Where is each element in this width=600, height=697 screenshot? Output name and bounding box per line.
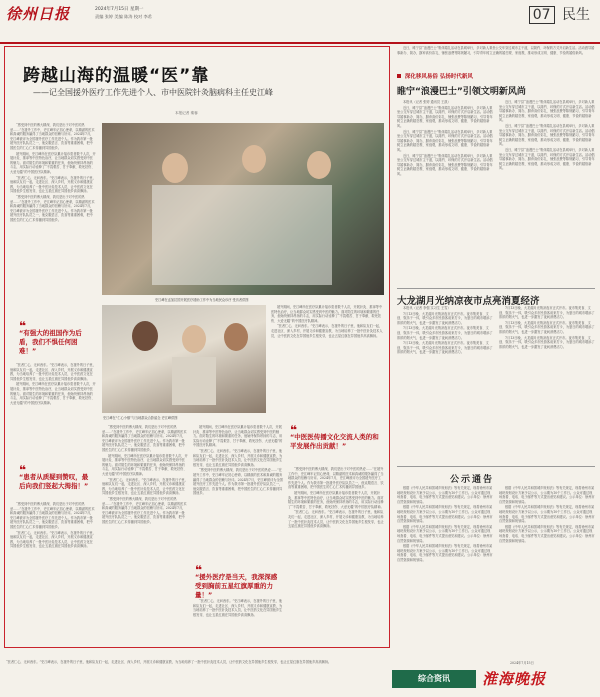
paragraph: 援外期间，史江峰所在医疗队累计接诊患者数千人次，开展针灸、推拿等中医特色治疗，让当地群众切实感受到中医的魅力。面对陌生的环境和繁重的任务，他始终保持昂扬的斗志，用实际行动诠释了“不畏艰苦、甘于奉献、救死扶伤、大爱无疆”的中国医疗队精神。 [288,490,384,509]
paragraph: “医者仁心，无问西东。”史江峰表示，在援外的日子里，他和队友们一起，走进社区、深入乡村，开展义诊和健康宣教，为当地培养了一批中医针灸技术人员，让中医药文化在异国他乡生根发芽，也让五星红旗在异国他乡高高飘扬。 [271,324,383,338]
main-byline: 本报记者 秦蓉 [175,111,198,115]
paragraph: “感受到中医的博大精深，我们是出于对中医的热爱……”在援外工作中，史江峰牢记初心使命，以精湛的医术和真诚的服务赢得了当地群众的信赖与好评。2024年7月，史江峰被评为全国援外医疗工作先进个人。作为我市第一批援外医疗队队员之一，他克服语言、饮食等重重困难，把中国医生的仁心仁术传播到异国他乡。 [102,496,187,524]
paragraph: 7月13日晚，大龙湖月光纳凉夜市正式开市。夜市集美食、文创、娱乐于一体，吸引众多市民游客前来打卡，为夏日的城市增添了浓浓的烟火气，也进一步激发了夜间消费活力。 [499,320,595,334]
notice-column-b [499,486,595,656]
section-tag: 深化移风易俗 弘扬时代新风 [397,72,473,80]
article1-column-a [397,100,493,284]
photo-figure [162,153,188,183]
paragraph: 根据《中华人民共和国城乡规划法》等有关规定，现将徐州市某地块规划设计方案予以公示，公示期为10个工作日。公众可通过现场查看、电话、电子邮件等方式提出意见和建议。公示单位：徐州市自然资源和规划局。 [397,544,493,562]
photo-figure [182,325,206,353]
article2-column-b [499,306,595,466]
quote-mark-icon: ❝ [19,319,27,333]
notice-title: 公示通告 [450,475,495,485]
paragraph: 援外期间，史江峰所在医疗队累计接诊患者数千人次，开展针灸、推拿等中医特色治疗，让当地群众切实感受到中医的魅力。面对陌生的环境和繁重的任务，他始终保持昂扬的斗志，用实际行动诠释了“不畏艰苦、甘于奉献、救死扶伤、大爱无疆”的中国医疗队精神。 [10,151,96,174]
divider [397,466,595,467]
paper-logo: 徐州日报 [6,5,71,23]
tag-square-icon [397,74,401,78]
paragraph: 根据《中华人民共和国城乡规划法》等有关规定，现将徐州市某地块规划设计方案予以公示，公示期为10个工作日。公众可通过现场查看、电话、电子邮件等方式提出意见和建议。公示单位：徐州市自然资源和规划局。 [499,505,595,524]
paragraph: 近日，睢宁县“浪漫巴士”集体婚礼活动在县城举行，多对新人乘坐公交车穿过城市主干道，以简约、环保的方式开启新生活。活动倡导婚事新办、简办，摒弃高价彩礼、铺张浪费等陈规陋习，引导青年树立正确的婚恋观、家庭观，推动形成文明、健康、节俭的婚俗新风。 [397,46,595,55]
paragraph: “医者仁心，无问西东。”史江峰表示，在援外的日子里，他和队友们一起，走进社区、深入乡村，开展义诊和健康宣教，为当地培养了一批中医针灸技术人员，让中医药文化在异国他乡生根发芽，也让五星红旗在异国他乡高高飘扬。 [288,510,384,529]
paragraph: “医者仁心，无问西东。”史江峰表示，在援外的日子里，他和队友们一起，走进社区、深入乡村，开展义诊和健康宣教，为当地培养了一批中医针灸技术人员，让中医药文化在异国他乡生根发芽，也让五星红旗在异国他乡高高飘扬。 [193,448,283,467]
article-column-2 [271,305,383,413]
article2-column-a [397,306,493,466]
pull-quote: ❝ “有强大的祖国作为后盾，我们不惧任何困难！” [19,323,93,356]
paragraph: 近日，睢宁县“浪漫巴士”集体婚礼活动在县城举行，多对新人乘坐公交车穿过城市主干道，以简约、环保的方式开启新生活。活动倡导婚事新办、简办，摒弃高价彩礼、铺张浪费等陈规陋习，引导青年树立正确的婚恋观、家庭观，推动形成文明、健康、节俭的婚俗新风。 [499,123,595,147]
photo1-caption: 史江峰在孟加拉国开展医疗援助工作中为当地民众诊疗 受访者供图 [155,298,249,302]
quote-mark-icon: ❝ [290,423,298,437]
paragraph: 7月13日晚，大龙湖月光纳凉夜市正式开市。夜市集美食、文创、娱乐于一体，吸引众多市民游客前来打卡，为夏日的城市增添了浓浓的烟火气，也进一步激发了夜间消费活力。 [397,311,493,325]
masthead [0,0,600,44]
photo-figure [152,185,332,285]
paragraph: 根据《中华人民共和国城乡规划法》等有关规定，现将徐州市某地块规划设计方案予以公示，公示期为10个工作日。公众可通过现场查看、电话、电子邮件等方式提出意见和建议。公示单位：徐州市自然资源和规划局。 [397,524,493,543]
article2-headline: 大龙湖月光纳凉夜市点亮消夏经济 [397,296,540,307]
pull-quote: ❝ “援外医疗是当天，我深深感受到胸前五星红旗厚重的力量！” [195,567,281,600]
article-column-1b [10,363,96,463]
paragraph: “医者仁心，无问西东。”史江峰表示，在援外的日子里，他和队友们一起，走进社区、深入乡村，开展义诊和健康宣教，为当地培养了一批中医针灸技术人员，让中医药文化在异国他乡生根发芽，也让五星红旗在异国他乡高高飘扬。 [10,363,96,381]
paragraph: 7月13日晚，大龙湖月光纳凉夜市正式开市。夜市集美食、文创、娱乐于一体，吸引众多市民游客前来打卡，为夏日的城市增添了浓浓的烟火气，也进一步激发了夜间消费活力。 [499,306,595,320]
right-top-text [397,46,595,68]
divider [397,288,595,289]
paragraph: “医者仁心，无问西东。”史江峰表示，在援外的日子里，他和队友们一起，走进社区、深入乡村，开展义诊和健康宣教，为当地培养了一批中医针灸技术人员，让中医药文化在异国他乡生根发芽，也让五星红旗在异国他乡高高飘扬。 [10,175,96,194]
paragraph: 近日，睢宁县“浪漫巴士”集体婚礼活动在县城举行，多对新人乘坐公交车穿过城市主干道，以简约、环保的方式开启新生活。活动倡导婚事新办、简办，摒弃高价彩礼、铺张浪费等陈规陋习，引导青年树立正确的婚恋观、家庭观，推动形成文明、健康、节俭的婚俗新风。 [397,153,493,176]
quote-mark-icon: ❝ [195,563,203,577]
paragraph: “感受到中医的博大精深，我们是出于对中医的热爱……”在援外工作中，史江峰牢记初心使命，以精湛的医术和真诚的服务赢得了当地群众的信赖与好评。2024年7月，史江峰被评为全国援外医疗工作先进个人。作为我市第一批援外医疗队队员之一，他克服语言、饮食等重重困难，把中国医生的仁心仁术传播到异国他乡。 [193,468,283,496]
paragraph: 近日，睢宁县“浪漫巴士”集体婚礼活动在县城举行，多对新人乘坐公交车穿过城市主干道，以简约、环保的方式开启新生活。活动倡导婚事新办、简办，摒弃高价彩礼、铺张浪费等陈规陋习，引导青年树立正确的婚恋观、家庭观，推动形成文明、健康、节俭的婚俗新风。 [499,147,595,171]
pull-quote: ❝ “中医医传播文化交流人类的和平发展作出贡献！” [290,423,379,450]
watermark-logo: 淮海晚报 [482,670,547,688]
paragraph: 7月13日晚，大龙湖月光纳凉夜市正式开市。夜市集美食、文创、娱乐于一体，吸引众多市民游客前来打卡，为夏日的城市增添了浓浓的烟火气，也进一步激发了夜间消费活力。 [499,335,595,349]
photo2-caption: 史江峰在“仁心小镇”与当地群众合影留念 史江峰供图 [103,416,178,420]
paragraph: 7月13日晚，大龙湖月光纳凉夜市正式开市。夜市集美食、文创、娱乐于一体，吸引众多市民游客前来打卡，为夏日的城市增添了浓浓的烟火气，也进一步激发了夜间消费活力。 [397,341,493,355]
photo-figure [132,321,158,351]
photo-figure [172,357,216,405]
photo-figure [224,323,248,351]
paragraph: 援外期间，史江峰所在医疗队累计接诊患者数千人次，开展针灸、推拿等中医特色治疗，让当地群众切实感受到中医的魅力。面对陌生的环境和繁重的任务，他始终保持昂扬的斗志，用实际行动诠释了“不畏艰苦、甘于奉献、救死扶伤、大爱无疆”的中国医疗队精神。 [102,453,188,476]
editor-credits: 责编 张婷 美编 陈涛 校对 李希 [95,14,152,19]
main-headline: 跨越山海的温暖“医”靠 [23,66,210,86]
article-column-4b [193,599,283,643]
page-number: 07 [529,6,555,24]
photo-group-portrait [102,305,266,413]
paragraph: “感受到中医的博大精深，我们是出于对中医的热爱……”在援外工作中，史江峰牢记初心使命，以精湛的医术和真诚的服务赢得了当地群众的信赖与好评。2024年7月，史江峰被评为全国援外医疗工作先进个人。作为我市第一批援外医疗队队员之一，他克服语言、饮食等重重困难，把中国医生的仁心仁术传播到异国他乡。 [10,123,95,150]
pull-quote: ❝ “患者从质疑到赞叹，最后向我们竖起大拇指！” [19,467,93,491]
notice-column-a [397,486,493,662]
paragraph: 近日，睢宁县“浪漫巴士”集体婚礼活动在县城举行，多对新人乘坐公交车穿过城市主干道，以简约、环保的方式开启新生活。活动倡导婚事新办、简办，摒弃高价彩礼、铺张浪费等陈规陋习，引导青年树立正确的婚恋观、家庭观，推动形成文明、健康、节俭的婚俗新风。 [499,100,595,123]
article-column-4 [193,425,283,565]
photo-figure [242,145,266,173]
article1-byline: 本报讯（记者 张婷 通讯员 王凯） [403,100,451,104]
paragraph: 近日，睢宁县“浪漫巴士”集体婚礼活动在县城举行，多对新人乘坐公交车穿过城市主干道，以简约、环保的方式开启新生活。活动倡导婚事新办、简办，摒弃高价彩礼、铺张浪费等陈规陋习，引导青年树立正确的婚恋观、家庭观，推动形成文明、健康、节俭的婚俗新风。 [397,105,493,128]
page-label [529,4,590,24]
paragraph: “感受到中医的博大精深，我们是出于对中医的热爱……”在援外工作中，史江峰牢记初心使命，以精湛的医术和真诚的服务赢得了当地群众的信赖与好评。2024年7月，史江峰被评为全国援外医疗工作先进个人。作为我市第一批援外医疗队队员之一，他克服语言、饮食等重重困难，把中国医生的仁心仁术传播到异国他乡。 [288,467,384,490]
paragraph: “医者仁心，无问西东。”史江峰表示，在援外的日子里，他和队友们一起，走进社区、深入乡村，开展义诊和健康宣教，为当地培养了一批中医针灸技术人员，让中医药文化在异国他乡生根发芽，也让五星红旗在异国他乡高高飘扬。 [193,599,283,617]
paragraph: “医者仁心，无问西东。”史江峰表示，在援外的日子里，他和队友们一起，走进社区、深入乡村，开展义诊和健康宣教，为当地培养了一批中医针灸技术人员，让中医药文化在异国他乡生根发芽，也让五星红旗在异国他乡高高飘扬。 [102,477,188,496]
article-column-3 [102,425,188,643]
main-subhead: ——记全国援外医疗工作先进个人、市中医院针灸脑病科主任史江峰 [33,88,273,97]
quote-mark-icon: ❝ [19,463,27,477]
paragraph: “感受到中医的博大精深，我们是出于对中医的热爱……”在援外工作中，史江峰牢记初心使命，以精湛的医术和真诚的服务赢得了当地群众的信赖与好评。2024年7月，史江峰被评为全国援外医疗工作先进个人。作为我市第一批援外医疗队队员之一，他克服语言、饮食等重重困难，把中国医生的仁心仁术传播到异国他乡。 [102,425,187,452]
section-name: 民生 [562,7,590,23]
paragraph: “感受到中医的博大精深，我们是出于对中医的热爱……”在援外工作中，史江峰牢记初心使命，以精湛的医术和真诚的服务赢得了当地群众的信赖与好评。2024年7月，史江峰被评为全国援外医疗工作先进个人。作为我市第一批援外医疗队队员之一，他克服语言、饮食等重重困难，把中国医生的仁心仁术传播到异国他乡。 [10,502,95,529]
article1-column-b [499,100,595,284]
photo-doctor-treating [102,123,384,295]
paragraph: 近日，睢宁县“浪漫巴士”集体婚礼活动在县城举行，多对新人乘坐公交车穿过城市主干道，以简约、环保的方式开启新生活。活动倡导婚事新办、简办，摒弃高价彩礼、铺张浪费等陈规陋习，引导青年树立正确的婚恋观、家庭观，推动形成文明、健康、节俭的婚俗新风。 [397,129,493,152]
article-column-1 [10,123,96,323]
footer-note: “医者仁心，无问西东。”史江峰表示，在援外的日子里，他和队友们一起，走进社区、深入乡村，开展义诊和健康宣教，为当地培养了一批中医针灸技术人员，让中医药文化在异国他乡生根发芽，也让五星红旗在异国他乡高高飘扬。 [6,660,332,664]
footer-date: 2024年7月15日 [510,661,534,665]
paragraph: 7月13日晚，大龙湖月光纳凉夜市正式开市。夜市集美食、文创、娱乐于一体，吸引众多市民游客前来打卡，为夏日的城市增添了浓浓的烟火气，也进一步激发了夜间消费活力。 [397,326,493,340]
paragraph: 援外期间，史江峰所在医疗队累计接诊患者数千人次，开展针灸、推拿等中医特色治疗，让当地群众切实感受到中医的魅力。面对陌生的环境和繁重的任务，他始终保持昂扬的斗志，用实际行动诠释了“不畏艰苦、甘于奉献、救死扶伤、大爱无疆”的中国医疗队精神。 [193,425,283,448]
paragraph: “感受到中医的博大精深，我们是出于对中医的热爱……”在援外工作中，史江峰牢记初心使命，以精湛的医术和真诚的服务赢得了当地群众的信赖与好评。2024年7月，史江峰被评为全国援外医疗工作先进个人。作为我市第一批援外医疗队队员之一，他克服语言、饮食等重重困难，把中国医生的仁心仁术传播到异国他乡。 [10,194,95,222]
paragraph: 根据《中华人民共和国城乡规划法》等有关规定，现将徐州市某地块规划设计方案予以公示，公示期为10个工作日。公众可通过现场查看、电话、电子邮件等方式提出意见和建议。公示单位：徐州市自然资源和规划局。 [397,486,493,504]
article1-headline: 睢宁“浪漫巴士”引领文明新风尚 [397,87,526,97]
next-section-banner: 综合资讯 [392,670,476,688]
article-column-5 [288,467,384,643]
paragraph: 根据《中华人民共和国城乡规划法》等有关规定，现将徐州市某地块规划设计方案予以公示，公示期为10个工作日。公众可通过现场查看、电话、电子邮件等方式提出意见和建议。公示单位：徐州市自然资源和规划局。 [499,486,595,504]
article-column-1c [10,502,96,642]
paragraph: 根据《中华人民共和国城乡规划法》等有关规定，现将徐州市某地块规划设计方案予以公示，公示期为10个工作日。公众可通过现场查看、电话、电子邮件等方式提出意见和建议。公示单位：徐州市自然资源和规划局。 [499,524,595,543]
article2-byline: 本报讯（记者 李强 实习生 王雪） [403,306,451,310]
paragraph: 援外期间，史江峰所在医疗队累计接诊患者数千人次，开展针灸、推拿等中医特色治疗，让当地群众切实感受到中医的魅力。面对陌生的环境和繁重的任务，他始终保持昂扬的斗志，用实际行动诠释了“不畏艰苦、甘于奉献、救死扶伤、大爱无疆”的中国医疗队精神。 [271,305,383,323]
issue-date: 2024年7月15日 星期一 [95,7,144,12]
paragraph: 援外期间，史江峰所在医疗队累计接诊患者数千人次，开展针灸、推拿等中医特色治疗，让当地群众切实感受到中医的魅力。面对陌生的环境和繁重的任务，他始终保持昂扬的斗志，用实际行动诠释了“不畏艰苦、甘于奉献、救死扶伤、大爱无疆”的中国医疗队精神。 [10,382,96,405]
photo-figure [307,151,331,179]
paragraph: “医者仁心，无问西东。”史江峰表示，在援外的日子里，他和队友们一起，走进社区、深入乡村，开展义诊和健康宣教，为当地培养了一批中医针灸技术人员，让中医药文化在异国他乡生根发芽，也让五星红旗在异国他乡高高飘扬。 [10,530,96,549]
paragraph: 根据《中华人民共和国城乡规划法》等有关规定，现将徐州市某地块规划设计方案予以公示，公示期为10个工作日。公众可通过现场查看、电话、电子邮件等方式提出意见和建议。公示单位：徐州市自然资源和规划局。 [397,505,493,524]
main-article [4,46,390,648]
